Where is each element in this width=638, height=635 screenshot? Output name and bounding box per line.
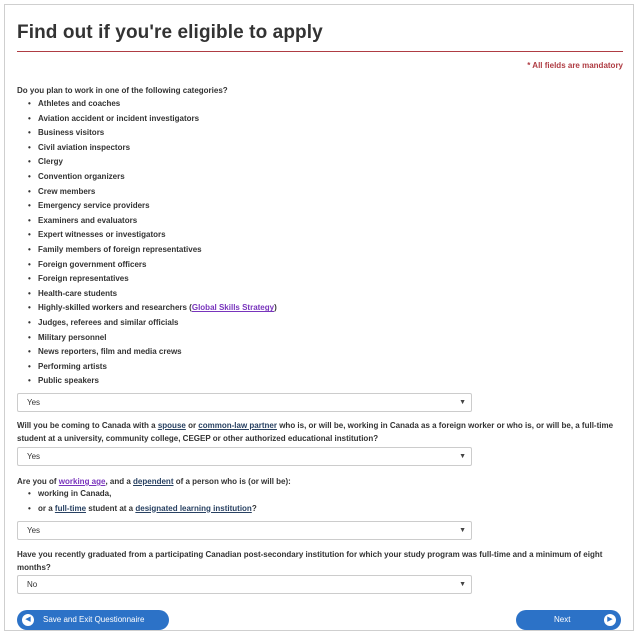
dependent-conditions-list [27, 487, 257, 516]
question-spouse-suffix: who is, or will be, working in Canada as a foreign worker or who is, or will be, a full-time student at a university, community college, CEGEP or other authorized educational institution? [17, 421, 614, 443]
category-label: Health-care students [38, 288, 118, 298]
list-item [27, 155, 277, 170]
question-dependent-prefix: Are you of [17, 477, 59, 486]
list-item [27, 345, 277, 360]
caret-down-icon: ▼ [459, 453, 466, 460]
question-spouse-prefix: Will you be coming to Canada with a [17, 421, 158, 430]
graduated-select[interactable] [17, 575, 472, 594]
category-label: Clergy [38, 157, 63, 167]
spouse-select[interactable] [17, 447, 472, 466]
category-label: Aviation accident or incident investigators [38, 113, 200, 123]
condition-student-prefix: or a [38, 503, 55, 513]
category-list [27, 97, 277, 389]
list-item [27, 228, 277, 243]
category-label: Military personnel [38, 332, 107, 342]
question-work-categories: Do you plan to work in one of the following categories? [17, 86, 228, 95]
spouse-link[interactable]: spouse [157, 421, 186, 430]
list-item [27, 316, 277, 331]
dependent-link[interactable]: dependent [133, 477, 174, 486]
full-time-link[interactable]: full-time [54, 503, 87, 513]
category-label: Emergency service providers [38, 201, 150, 211]
arrow-left-icon: ◀ [22, 614, 34, 626]
global-skills-strategy-link[interactable]: Global Skills Strategy [191, 303, 275, 313]
category-label: Judges, referees and similar officials [38, 317, 179, 327]
condition-student-mid: student at a [86, 503, 136, 513]
work-categories-select[interactable] [17, 393, 472, 412]
category-label: Convention organizers [38, 171, 125, 181]
list-item [27, 199, 277, 214]
question-spouse-mid: or [185, 421, 199, 430]
category-label: Crew members [38, 186, 96, 196]
question-graduated: Have you recently graduated from a participating Canadian post-secondary institution for which your study program was full-time and a minimum of eight months? [17, 550, 603, 572]
mandatory-note: * All fields are mandatory [527, 61, 623, 70]
list-item [27, 214, 277, 229]
list-item [27, 258, 277, 273]
question-dependent-suffix: of a person who is (or will be): [173, 477, 291, 486]
title-divider [17, 51, 623, 52]
condition-working: working in Canada, [38, 489, 112, 498]
arrow-right-icon: ▶ [604, 614, 616, 626]
list-item [27, 97, 277, 112]
save-and-exit-button[interactable] [17, 610, 169, 630]
category-label: Foreign representatives [38, 274, 129, 284]
question-dependent-mid: , and a [105, 477, 134, 486]
work-categories-selected: Yes [27, 398, 41, 407]
category-label: Civil aviation inspectors [38, 142, 131, 152]
category-label: Business visitors [38, 128, 105, 138]
next-label: Next [554, 615, 571, 624]
category-label: Foreign government officers [38, 259, 147, 269]
category-label-suffix: ) [274, 303, 277, 313]
category-label: Expert witnesses or investigators [38, 230, 166, 240]
graduated-selected: No [27, 580, 38, 589]
list-item [27, 301, 277, 316]
caret-down-icon: ▼ [459, 527, 466, 534]
list-item [27, 360, 277, 375]
category-label: Highly-skilled workers and researchers ( [38, 303, 192, 313]
dependent-selected: Yes [27, 526, 41, 535]
next-button[interactable] [516, 610, 621, 630]
common-law-partner-link[interactable]: common-law partner [198, 421, 277, 430]
list-item [27, 331, 277, 346]
save-and-exit-label: Save and Exit Questionnaire [43, 615, 145, 624]
category-label: Athletes and coaches [38, 99, 121, 108]
list-item [27, 112, 277, 127]
page-title: Find out if you're eligible to apply [17, 22, 323, 43]
list-item [27, 487, 257, 502]
designated-learning-institution-link[interactable]: designated learning institution [135, 503, 252, 513]
caret-down-icon: ▼ [459, 399, 466, 406]
list-item [27, 272, 277, 287]
category-label: News reporters, film and media crews [38, 347, 182, 357]
list-item [27, 170, 277, 185]
list-item [27, 141, 277, 156]
question-spouse [17, 420, 623, 445]
category-label: Examiners and evaluators [38, 215, 138, 225]
working-age-link[interactable]: working age [58, 477, 106, 486]
condition-student-suffix: ? [251, 503, 257, 513]
list-item [27, 185, 277, 200]
list-item [27, 243, 277, 258]
spouse-selected: Yes [27, 452, 41, 461]
list-item [27, 502, 257, 517]
category-label: Performing artists [38, 361, 107, 371]
category-label: Public speakers [38, 376, 99, 386]
list-item [27, 374, 277, 389]
caret-down-icon: ▼ [459, 581, 466, 588]
category-label: Family members of foreign representatives [38, 244, 202, 254]
dependent-select[interactable] [17, 521, 472, 540]
list-item [27, 126, 277, 141]
questionnaire-page [4, 4, 634, 631]
list-item [27, 287, 277, 302]
